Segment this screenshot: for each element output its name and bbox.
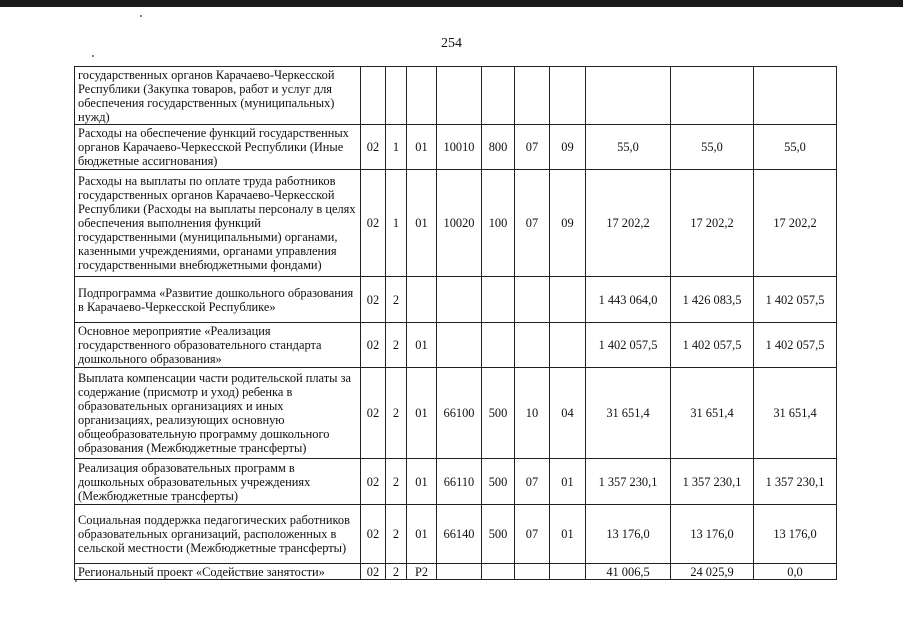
subsection-code: 01 (550, 505, 586, 564)
amount-year-1: 31 651,4 (586, 368, 671, 459)
table-row (75, 564, 837, 580)
page-top-border (0, 0, 903, 7)
direction-code: 66110 (437, 459, 482, 505)
subprogram-code: 2 (386, 459, 407, 505)
row-description: Подпрограмма «Развитие дошкольного образования в Карачаево-Черкесской Республике» (75, 277, 361, 323)
amount-year-1: 55,0 (586, 125, 671, 170)
table-row (75, 170, 837, 277)
section-code: 10 (515, 368, 550, 459)
measure-code (407, 277, 437, 323)
direction-code (437, 323, 482, 368)
subprogram-code (386, 67, 407, 125)
expense-type-code: 500 (482, 368, 515, 459)
measure-code (407, 67, 437, 125)
subsection-code: 04 (550, 368, 586, 459)
budget-table (74, 66, 837, 580)
chapter-code: 02 (361, 125, 386, 170)
subprogram-code: 1 (386, 125, 407, 170)
amount-year-2: 13 176,0 (671, 505, 754, 564)
amount-year-2: 55,0 (671, 125, 754, 170)
row-description: Реализация образовательных программ в дошкольных образовательных учреждениях (Межбюджетные трансферты) (75, 459, 361, 505)
table-row (75, 277, 837, 323)
chapter-code: 02 (361, 564, 386, 580)
amount-year-3: 0,0 (754, 564, 837, 580)
subprogram-code: 2 (386, 323, 407, 368)
expense-type-code: 100 (482, 170, 515, 277)
chapter-code: 02 (361, 277, 386, 323)
table-row (75, 67, 837, 125)
amount-year-2: 17 202,2 (671, 170, 754, 277)
expense-type-code: 500 (482, 459, 515, 505)
table-row (75, 505, 837, 564)
subsection-code: 09 (550, 170, 586, 277)
amount-year-2: 24 025,9 (671, 564, 754, 580)
amount-year-2: 1 402 057,5 (671, 323, 754, 368)
amount-year-3: 31 651,4 (754, 368, 837, 459)
measure-code: 01 (407, 323, 437, 368)
amount-year-1 (586, 67, 671, 125)
amount-year-3: 1 402 057,5 (754, 323, 837, 368)
chapter-code: 02 (361, 368, 386, 459)
subprogram-code: 1 (386, 170, 407, 277)
section-code (515, 277, 550, 323)
amount-year-1: 41 006,5 (586, 564, 671, 580)
amount-year-3: 55,0 (754, 125, 837, 170)
chapter-code: 02 (361, 505, 386, 564)
section-code: 07 (515, 505, 550, 564)
row-description: Выплата компенсации части родительской платы за содержание (присмотр и уход) ребенка в образовательных организациях и иных организациях, реализующих основную общеобразовательную программу дошкольного образования (Межбюджетные трансферты) (75, 368, 361, 459)
subsection-code (550, 564, 586, 580)
direction-code (437, 564, 482, 580)
page-number: 254 (441, 36, 462, 51)
amount-year-3: 13 176,0 (754, 505, 837, 564)
measure-code: P2 (407, 564, 437, 580)
subprogram-code: 2 (386, 368, 407, 459)
table-row (75, 459, 837, 505)
measure-code: 01 (407, 459, 437, 505)
amount-year-1: 13 176,0 (586, 505, 671, 564)
section-code: 07 (515, 459, 550, 505)
section-code: 07 (515, 170, 550, 277)
amount-year-1: 1 402 057,5 (586, 323, 671, 368)
row-description: Расходы на выплаты по оплате труда работников государственных органов Карачаево-Черкесской Республики (Расходы на выплаты персоналу в целях обеспечения выполнения функций государственными (муниципальными) органами, казенными учреждениями, органами управления государственными внебюджетными фондами) (75, 170, 361, 277)
direction-code: 10020 (437, 170, 482, 277)
amount-year-3: 17 202,2 (754, 170, 837, 277)
scan-speck (92, 55, 94, 57)
amount-year-3: 1 357 230,1 (754, 459, 837, 505)
amount-year-2: 31 651,4 (671, 368, 754, 459)
section-code (515, 323, 550, 368)
measure-code: 01 (407, 170, 437, 277)
subprogram-code: 2 (386, 277, 407, 323)
table-row (75, 125, 837, 170)
direction-code (437, 67, 482, 125)
expense-type-code (482, 277, 515, 323)
measure-code: 01 (407, 368, 437, 459)
subprogram-code: 2 (386, 564, 407, 580)
chapter-code (361, 67, 386, 125)
amount-year-1: 1 443 064,0 (586, 277, 671, 323)
table-body (75, 67, 837, 580)
direction-code: 66140 (437, 505, 482, 564)
amount-year-3 (754, 67, 837, 125)
row-description: Расходы на обеспечение функций государственных органов Карачаево-Черкесской Республики (Иные бюджетные ассигнования) (75, 125, 361, 170)
row-description: Региональный проект «Содействие занятости» (75, 564, 361, 580)
expense-type-code: 800 (482, 125, 515, 170)
expense-type-code (482, 67, 515, 125)
direction-code (437, 277, 482, 323)
amount-year-2 (671, 67, 754, 125)
row-description: Основное мероприятие «Реализация государственного образовательного стандарта дошкольного образования» (75, 323, 361, 368)
amount-year-1: 17 202,2 (586, 170, 671, 277)
subsection-code: 09 (550, 125, 586, 170)
expense-type-code (482, 323, 515, 368)
subsection-code (550, 323, 586, 368)
direction-code: 66100 (437, 368, 482, 459)
row-description: государственных органов Карачаево-Черкесской Республики (Закупка товаров, работ и услуг для обеспечения государственных (муниципальных) нужд) (75, 67, 361, 125)
chapter-code: 02 (361, 459, 386, 505)
expense-type-code (482, 564, 515, 580)
chapter-code: 02 (361, 323, 386, 368)
amount-year-1: 1 357 230,1 (586, 459, 671, 505)
expense-type-code: 500 (482, 505, 515, 564)
measure-code: 01 (407, 505, 437, 564)
subprogram-code: 2 (386, 505, 407, 564)
amount-year-2: 1 426 083,5 (671, 277, 754, 323)
amount-year-3: 1 402 057,5 (754, 277, 837, 323)
section-code: 07 (515, 125, 550, 170)
scan-speck (75, 580, 77, 582)
subsection-code (550, 277, 586, 323)
subsection-code: 01 (550, 459, 586, 505)
subsection-code (550, 67, 586, 125)
section-code (515, 67, 550, 125)
measure-code: 01 (407, 125, 437, 170)
table-row (75, 323, 837, 368)
table-row (75, 368, 837, 459)
direction-code: 10010 (437, 125, 482, 170)
chapter-code: 02 (361, 170, 386, 277)
section-code (515, 564, 550, 580)
row-description: Социальная поддержка педагогических работников образовательных организаций, расположенных в сельской местности (Межбюджетные трансферты) (75, 505, 361, 564)
amount-year-2: 1 357 230,1 (671, 459, 754, 505)
scan-speck (140, 15, 142, 17)
